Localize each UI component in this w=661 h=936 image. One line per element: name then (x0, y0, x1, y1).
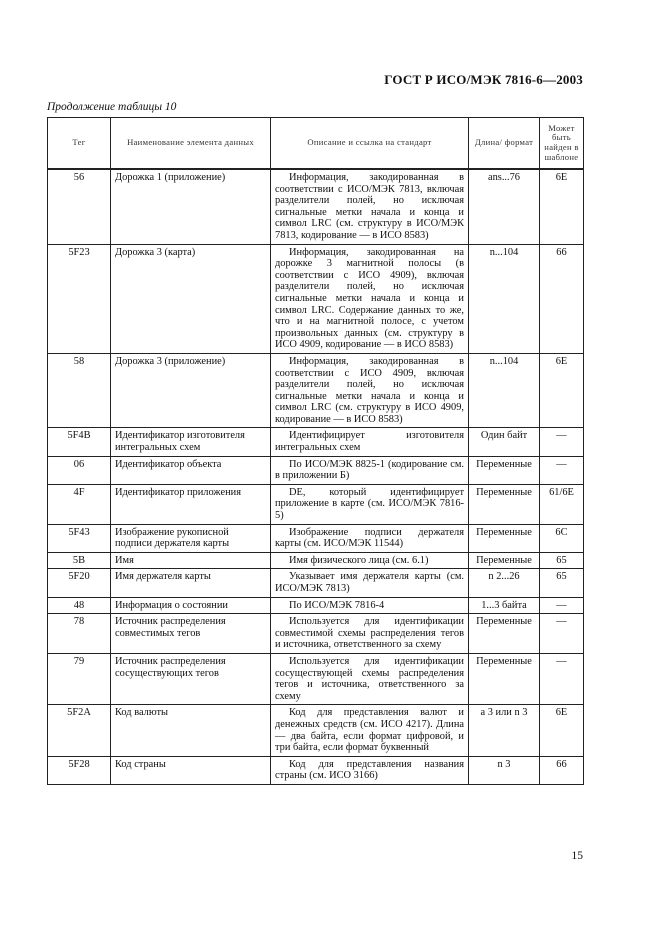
cell-tpl: 65 (540, 552, 584, 569)
cell-len: Один байт (469, 428, 540, 456)
table-row (48, 169, 584, 244)
table-caption: Продолжение таблицы 10 (47, 101, 177, 113)
standard-header: ГОСТ Р ИСО/МЭК 7816-6—2003 (384, 72, 583, 87)
cell-tpl: 66 (540, 756, 584, 784)
cell-name: Имя держателя карты (111, 569, 271, 597)
cell-desc: Указывает имя держателя карты (см. ИСО/МЭК 7813) (271, 569, 469, 597)
table-row (48, 597, 584, 614)
cell-desc: По ИСО/МЭК 8825-1 (кодирование см. в приложении Б) (271, 456, 469, 484)
cell-tag: 56 (48, 169, 111, 244)
table-row (48, 456, 584, 484)
table-row (48, 552, 584, 569)
cell-desc: По ИСО/МЭК 7816-4 (271, 597, 469, 614)
cell-desc: Информация, закодированная в соответствии с ИСО 4909, включая разделители полей, но исключая сигнальные метки начала и конца и символ LRC (см. структуру в ИСО 4909, кодирование — в ИСО 8583) (271, 353, 469, 428)
col-header-tag: Тег (48, 118, 111, 170)
cell-name: Имя (111, 552, 271, 569)
page-number: 15 (571, 850, 583, 862)
cell-len: Переменные (469, 614, 540, 654)
table-row (48, 244, 584, 353)
cell-tag: 5F2A (48, 705, 111, 756)
cell-len: n...104 (469, 244, 540, 353)
cell-desc: Используется для идентификации совместимой схемы распределения тегов и источника, ответственного за схему (271, 614, 469, 654)
cell-tag: 79 (48, 653, 111, 704)
table-row (48, 569, 584, 597)
cell-tpl: 6E (540, 705, 584, 756)
cell-name: Идентификатор приложения (111, 484, 271, 524)
cell-name: Источник распределения совместимых тегов (111, 614, 271, 654)
table-header-row (48, 118, 584, 170)
cell-tpl: 66 (540, 244, 584, 353)
cell-name: Идентификатор объекта (111, 456, 271, 484)
cell-len: n 2...26 (469, 569, 540, 597)
table-row (48, 353, 584, 428)
cell-tpl: 6E (540, 353, 584, 428)
cell-desc: Используется для идентификации сосуществующей схемы распределения тегов и источника, ответственного за схему (271, 653, 469, 704)
cell-name: Источник распределения сосуществующих тегов (111, 653, 271, 704)
cell-desc: Информация, закодированная на дорожке 3 магнитной полосы (в соответствии с ИСО 4909), включая разделители полей, но исключая сигнальные метки начала и конца и символ LRC. Содержание данных то же, что и на магнитной полосе, с учетом произвольных данных (см. структуру в ИСО 4909, кодирование — в ИСО 8583) (271, 244, 469, 353)
cell-tpl: 65 (540, 569, 584, 597)
cell-tag: 78 (48, 614, 111, 654)
cell-tag: 06 (48, 456, 111, 484)
cell-desc: Изображение подписи держателя карты (см. ИСО/МЭК 11544) (271, 524, 469, 552)
cell-len: n...104 (469, 353, 540, 428)
cell-len: Переменные (469, 524, 540, 552)
cell-tpl: 6C (540, 524, 584, 552)
cell-desc: Имя физического лица (см. 6.1) (271, 552, 469, 569)
cell-tag: 5F20 (48, 569, 111, 597)
table-row (48, 484, 584, 524)
cell-tag: 58 (48, 353, 111, 428)
table-row (48, 614, 584, 654)
table-row (48, 756, 584, 784)
cell-name: Дорожка 3 (приложение) (111, 353, 271, 428)
col-header-name: Наименование элемента данных (111, 118, 271, 170)
cell-tag: 48 (48, 597, 111, 614)
cell-len: ans...76 (469, 169, 540, 244)
cell-desc: Идентифицирует изготовителя интегральных схем (271, 428, 469, 456)
table-row (48, 524, 584, 552)
cell-name: Дорожка 1 (приложение) (111, 169, 271, 244)
cell-desc: Код для представления названия страны (см. ИСО 3166) (271, 756, 469, 784)
cell-tag: 5B (48, 552, 111, 569)
col-header-desc: Описание и ссылка на стандарт (271, 118, 469, 170)
cell-desc: DE, который идентифицирует приложение в карте (см. ИСО/МЭК 7816-5) (271, 484, 469, 524)
cell-name: Дорожка 3 (карта) (111, 244, 271, 353)
cell-name: Информация о состоянии (111, 597, 271, 614)
table-row (48, 428, 584, 456)
cell-tpl: — (540, 597, 584, 614)
cell-tpl: — (540, 428, 584, 456)
cell-len: Переменные (469, 484, 540, 524)
cell-len: Переменные (469, 653, 540, 704)
table-row (48, 705, 584, 756)
cell-tag: 5F4B (48, 428, 111, 456)
table-row (48, 653, 584, 704)
cell-desc: Информация, закодированная в соответствии с ИСО/МЭК 7813, включая разделители полей, но исключая сигнальные метки начала и конца и символ LRC (см. структуру в ИСО/МЭК 7813, кодирование — в ИСО 8583) (271, 169, 469, 244)
cell-tpl: 61/6E (540, 484, 584, 524)
cell-len: Переменные (469, 552, 540, 569)
cell-len: a 3 или n 3 (469, 705, 540, 756)
cell-tpl: — (540, 456, 584, 484)
cell-tpl: 6E (540, 169, 584, 244)
cell-len: 1...3 байта (469, 597, 540, 614)
cell-tag: 5F43 (48, 524, 111, 552)
cell-name: Изображение рукописной подписи держателя карты (111, 524, 271, 552)
cell-tag: 4F (48, 484, 111, 524)
cell-name: Код страны (111, 756, 271, 784)
cell-name: Код валюты (111, 705, 271, 756)
cell-name: Идентификатор изготовителя интегральных схем (111, 428, 271, 456)
cell-tpl: — (540, 653, 584, 704)
cell-desc: Код для представления валют и денежных средств (см. ИСО 4217). Длина — два байта, если формат цифровой, и три байта, если формат буквенный (271, 705, 469, 756)
data-elements-table (47, 117, 584, 785)
col-header-tpl: Может быть найден в шаблоне (540, 118, 584, 170)
cell-len: Переменные (469, 456, 540, 484)
cell-tag: 5F28 (48, 756, 111, 784)
cell-tag: 5F23 (48, 244, 111, 353)
col-header-len: Длина/ формат (469, 118, 540, 170)
cell-len: n 3 (469, 756, 540, 784)
cell-tpl: — (540, 614, 584, 654)
